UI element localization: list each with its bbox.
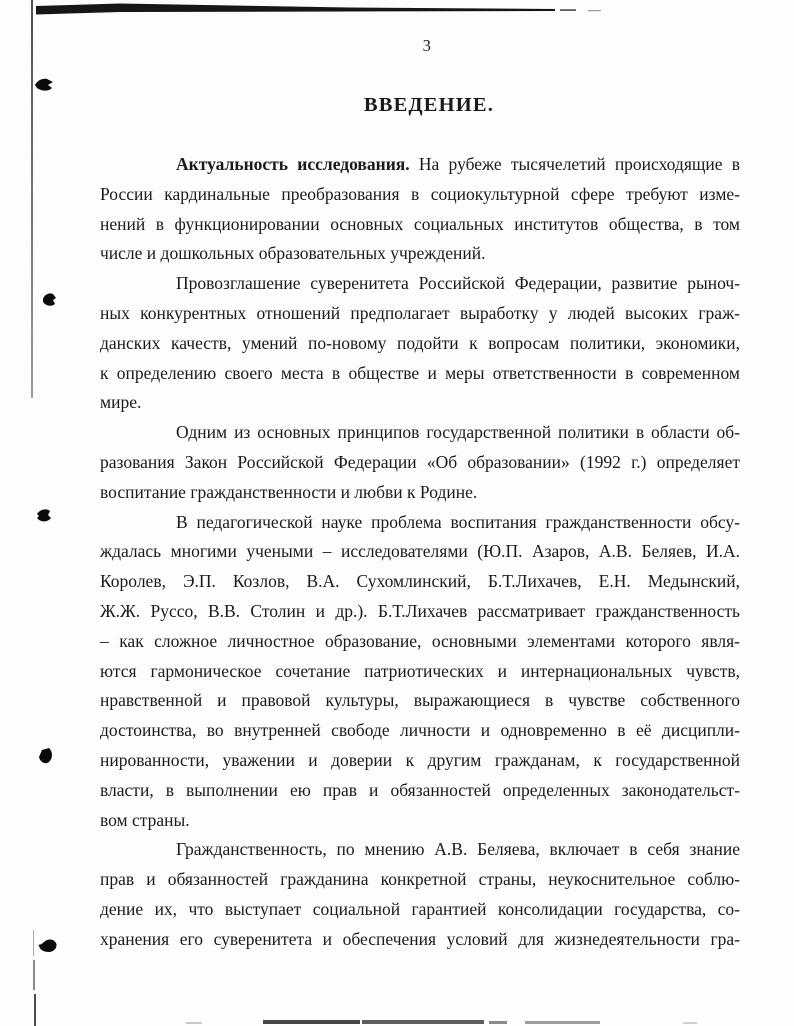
text-line: Гражданственность, по мнению А.В. Беляева, включает в себя знание [176, 839, 740, 860]
text-line: вом страны. [100, 809, 190, 830]
page-body [100, 150, 740, 955]
chapter-heading: ВВЕДЕНИЕ. [363, 94, 495, 116]
text-line: прав и обязанностей гражданина конкретной страны, неукоснительное соблю- [100, 869, 740, 890]
text-line: Королев, Э.П. Козлов, В.А. Сухомлинский, Б.Т.Лихачев, Е.Н. Медынский, [100, 571, 740, 592]
left-margin-line-dash [33, 930, 34, 956]
bottom-scan-mark [263, 1020, 360, 1024]
text-line: нированности, уважении и доверии к другим гражданам, к государственной [100, 749, 740, 770]
text-line: числе и дошкольных образовательных учреждений. [100, 243, 486, 264]
text-line: власти, в выполнении ею прав и обязанностей определенных законодательст- [100, 779, 740, 800]
text-line: дение их, что выступает социальной гарантией консолидации государства, со- [100, 898, 740, 919]
bottom-scan-mark [362, 1020, 484, 1024]
ink-blot [35, 507, 52, 524]
text-line: воспитание гражданственности и любви к Родине. [100, 481, 478, 502]
bold-lead-text: Актуальность исследования. [176, 154, 410, 174]
top-scan-line [0, 0, 794, 20]
bottom-scan-mark [525, 1021, 600, 1024]
text-line: Одним из основных принципов государственной политики в области об- [176, 422, 740, 443]
text-line: хранения его суверенитета и обеспечения условий для жизнедеятельности гра- [100, 928, 740, 949]
ink-blot [34, 76, 56, 94]
left-margin-line-dash [33, 960, 35, 990]
text-line: – как сложное личностное образование, основными элементами которого явля- [100, 630, 740, 651]
text-line: России кардинальные преобразования в социокультурной сфере требуют изме- [100, 183, 740, 204]
text-line: Ж.Ж. Руссо, В.В. Столин и др.). Б.Т.Лихачев рассматривает гражданственность [100, 600, 740, 621]
text-line: мире. [100, 392, 142, 413]
text-line: нравственной и правовой культуры, выражающиеся в чувстве собственного [100, 690, 740, 711]
text-line: В педагогической науке проблема воспитания гражданственности обсу- [176, 511, 740, 532]
bottom-scan-mark [186, 1022, 202, 1024]
text-line: Актуальность исследования. На рубеже тысячелетий происходящие в [176, 154, 740, 174]
text-line: разования Закон Российской Федерации «Об образовании» (1992 г.) определяет [100, 451, 740, 472]
bottom-scan-mark [683, 1022, 697, 1024]
bottom-scan-mark [489, 1021, 507, 1024]
text-line: ных конкурентных отношений предполагает выработку у людей высоких граж- [100, 302, 740, 323]
page-number: 3 [422, 36, 432, 55]
text-line: достоинства, во внутренней свободе личности и одновременно в её дисципли- [100, 720, 740, 741]
text-line: ждалась многими учеными – исследователями (Ю.П. Азаров, А.В. Беляев, И.А. [100, 541, 740, 562]
left-margin-line [31, 0, 33, 398]
text-line: Провозглашение суверенитета Российской Федерации, развитие рыноч- [176, 273, 740, 294]
ink-blot [40, 291, 58, 308]
left-margin-line-dash [34, 994, 36, 1026]
ink-blot [36, 747, 53, 766]
text-line: ются гармоническое сочетание патриотических и интернациональных чувств, [100, 660, 740, 681]
ink-blot [38, 936, 59, 954]
text-line: к определению своего места в обществе и меры ответственности в современном [100, 362, 740, 383]
text-line: нений в функционировании основных социальных институтов общества, в том [100, 213, 740, 234]
text-line: данских качеств, умений по-новому подойти к вопросам политики, экономики, [100, 332, 740, 353]
